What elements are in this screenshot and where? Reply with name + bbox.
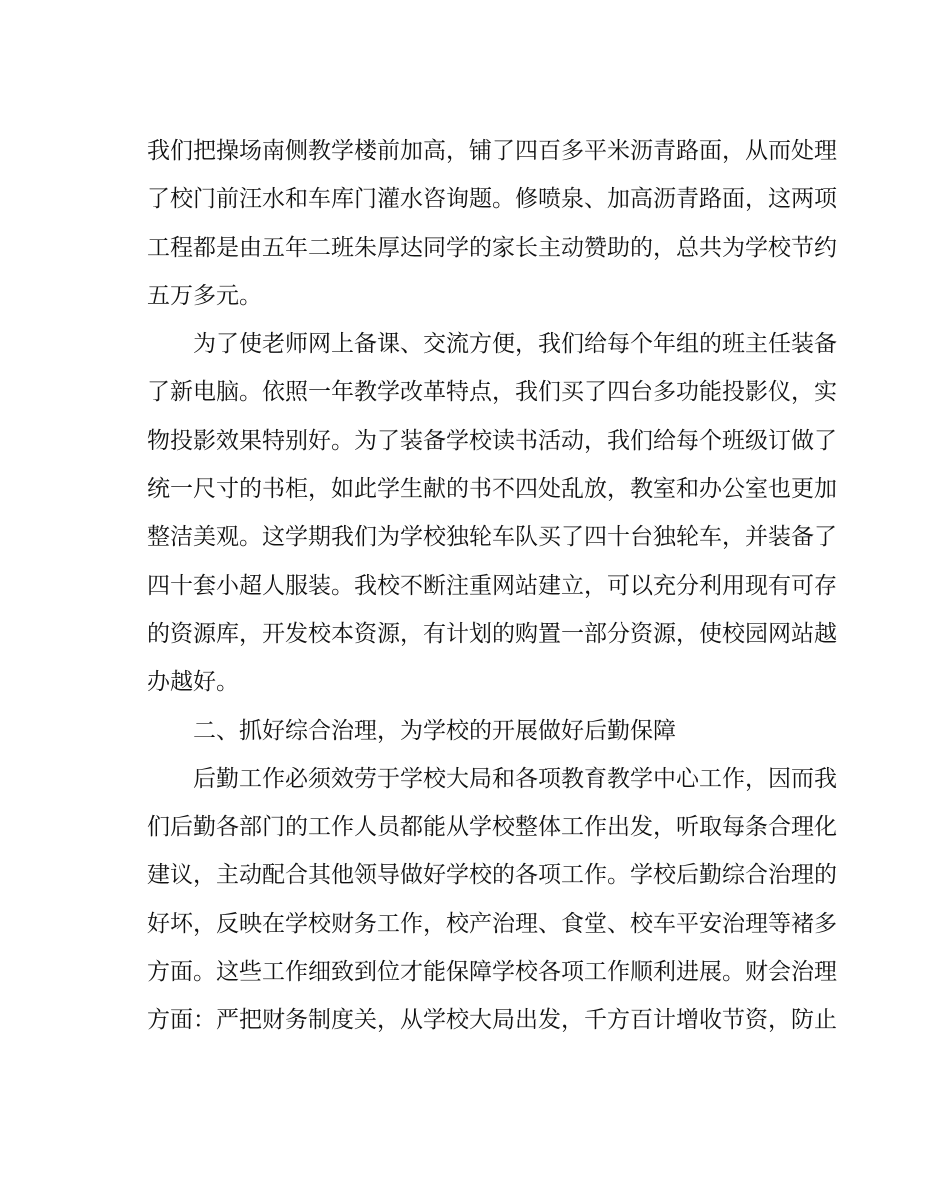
text-line: 工程都是由五年二班朱厚达同学的家长主动赞助的，总共为学校节约	[147, 234, 837, 261]
text-line: 方面。这些工作细致到位才能保障学校各项工作顺利进展。财会治理	[147, 959, 837, 986]
text-line: 了新电脑。依照一年教学改革特点，我们买了四台多功能投影仪，实	[147, 379, 837, 406]
document-body	[147, 127, 837, 1045]
section-heading: 二、抓好综合治理，为学校的开展做好后勤保障	[193, 717, 676, 744]
text-line: 办越好。	[147, 669, 239, 696]
text-line: 五万多元。	[147, 282, 262, 309]
text-line: 统一尺寸的书柜，如此学生献的书不四处乱放，教室和办公室也更加	[147, 476, 837, 503]
text-line: 物投影效果特别好。为了装备学校读书活动，我们给每个班级订做了	[147, 427, 837, 454]
text-line: 们后勤各部门的工作人员都能从学校整体工作出发，听取每条合理化	[147, 814, 837, 841]
text-line: 我们把操场南侧教学楼前加高，铺了四百多平米沥青路面，从而处理	[147, 138, 837, 164]
text-line: 好坏，反映在学校财务工作，校产治理、食堂、校车平安治理等褚多	[147, 910, 837, 937]
text-line: 整洁美观。这学期我们为学校独轮车队买了四十台独轮车，并装备了	[147, 524, 837, 551]
text-line: 了校门前汪水和车库门灌水咨询题。修喷泉、加高沥青路面，这两项	[147, 186, 837, 213]
text-line: 方面：严把财务制度关，从学校大局出发，千方百计增收节资，防止	[147, 1007, 837, 1034]
text-line: 建议，主动配合其他领导做好学校的各项工作。学校后勤综合治理的	[147, 862, 837, 889]
paragraph-first-line: 后勤工作必须效劳于学校大局和各项教育教学中心工作，因而我	[193, 765, 837, 792]
text-line: 四十套小超人服装。我校不断注重网站建立，可以充分利用现有可存	[147, 572, 837, 599]
paragraph-first-line: 为了使老师网上备课、交流方便，我们给每个年组的班主任装备	[193, 331, 837, 358]
text-line: 的资源库，开发校本资源，有计划的购置一部分资源，使校园网站越	[147, 620, 837, 647]
